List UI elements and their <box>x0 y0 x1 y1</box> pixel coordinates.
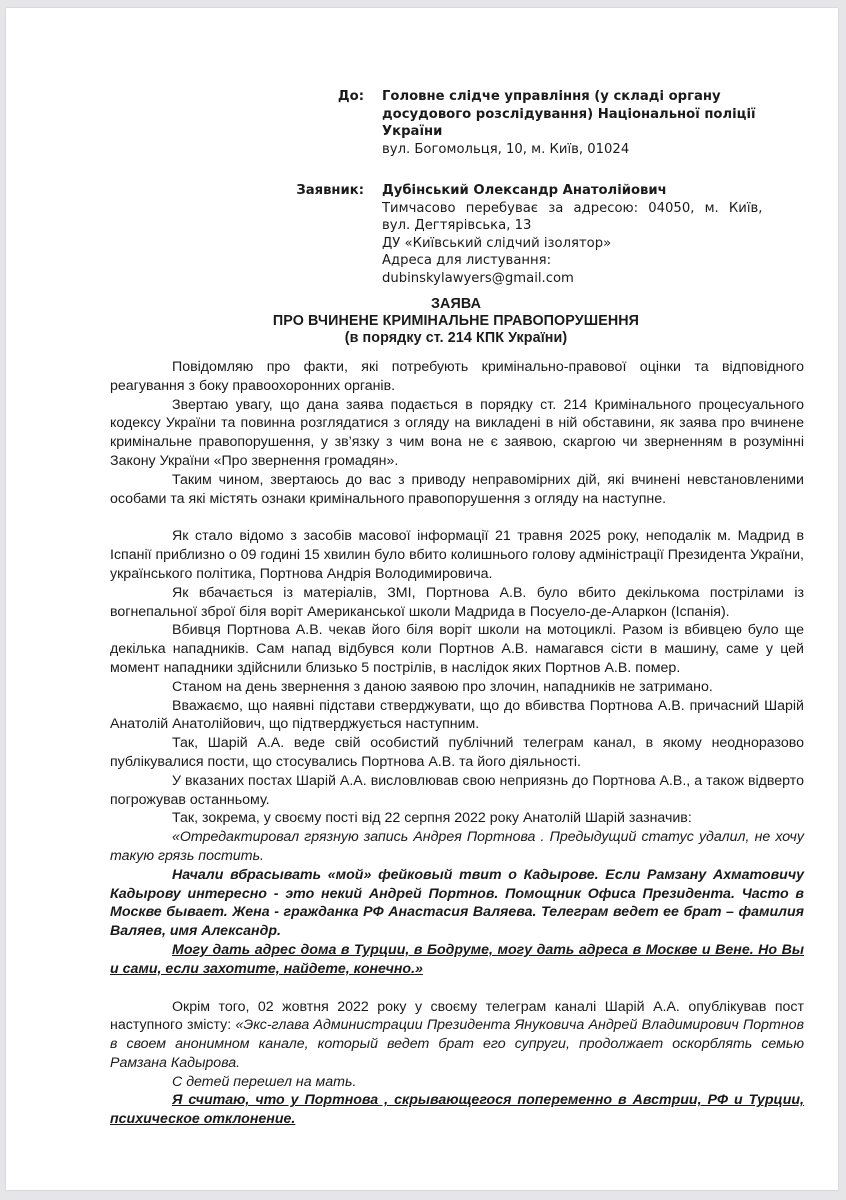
quote-paragraph: «Отредактировал грязную запись Андрея Портнова . Предыдущий статус удалил, не хочу такую грязь постить. <box>110 829 804 864</box>
paragraph: Вважаємо, що наявні підстави стверджувати, що до вбивства Портнова А.В. причасний Шарій Анатолій Анатолійович, що підтверджується наступним. <box>110 697 804 733</box>
title-line: ЗАЯВА <box>431 296 481 312</box>
quote-paragraph-underlined: Могу дать адрес дома в Турции, в Бодруме, могу дать адреса в Москве и Вене. Но Вы и сами, если захотите, найдете, конечно.» <box>110 941 804 977</box>
mailing-address-label: Адреса для листування: <box>382 253 552 268</box>
paragraph: Так, Шарій А.А. веде свій особистий публічний телеграм канал, в якому неодноразово публікувалися пости, що стосувались Портнова А.В. та його діяльності. <box>110 735 804 770</box>
paragraph: Повідомляю про факти, які потребують кримінально-правової оцінки та відповідного реагування з боку правоохоронних органів. <box>110 359 804 394</box>
paragraph-lead: Окрім того, 02 жовтня 2022 року у своєму телеграм каналі Шарій А.А. опублікував пост наступного змісту: <box>110 998 804 1034</box>
applicant-address-line: вул. Дегтярівська, 13 <box>382 218 532 233</box>
recipient-name-line: досудового розслідування) Національної поліції <box>382 106 756 122</box>
recipient-name-line: України <box>382 124 443 139</box>
paragraph: Вбивця Портнова А.В. чекав його біля воріт школи на мотоциклі. Разом із вбивцею було ще декілька нападників. Сам напад відбувся коли Портнов А.В. намагався сісти в машину, саме у цей момент нападники здійснили близько 5 пострілів, в наслідок яких Портнов А.В. помер. <box>110 622 804 676</box>
paragraph: Як вбачається із матеріалів, ЗМІ, Портнова А.В. було вбито декількома пострілами із вогнепальної зброї біля воріт Американської школи Мадрида в Посуело-де-Аларкон (Іспанія). <box>110 584 804 620</box>
recipient-details <box>382 88 812 158</box>
paragraph: У вказаних постах Шарій А.А. висловлював свою неприязнь до Портнова А.В., а також відверто погрожував останньому. <box>110 772 804 808</box>
title-line: ПРО ВЧИНЕНЕ КРИМІНАЛЬНЕ ПРАВОПОРУШЕННЯ <box>272 313 640 329</box>
paragraph: Звертаю увагу, що дана заява подається в порядку ст. 214 Кримінального процесуального кодексу України та повинна розглядатися з огляду на викладені в ній обставини, як заява про вчинене кримінальне правопорушення, у зв’язку з чим вона не є заявою, скаргою чи зверненням в розумінні Закону України «Про звернення громадян». <box>110 396 804 469</box>
paragraph: Таким чином, звертаюсь до вас з приводу неправомірних дій, які вчинені невстановленими особами та які містять ознаки кримінального правопорушення з огляду на наступне. <box>110 471 804 507</box>
applicant-email: dubinskylawyers@gmail.com <box>382 270 574 286</box>
paragraph: Як стало відомо з засобів масової інформації 21 травня 2025 року, неподалік м. Мадрид в Іспанії приблизно о 09 годині 15 хвилин було вбито колишнього голову адміністрації Президента України, українського політика, Портнова Андрія Володимировича. <box>110 528 804 582</box>
quote-paragraph-bold: Начали вбрасывать «мой» фейковый твит о Кадырове. Если Рамзану Ахматовичу Кадырову интересно - это некий Андрей Портнов. Помощник Офиса Президента. Часто в Москве бывает. Жена - гражданка РФ Анастасия Валяева. Телеграм ведет ее брат – фамилия Валяев, имя Александр. <box>110 866 804 940</box>
quote-paragraph-underlined: Я считаю, что у Портнова , скрывающегося попеременно в Австрии, РФ и Турции, психическое отклонение. <box>110 1092 804 1128</box>
applicant-details <box>382 182 812 287</box>
document-title <box>106 296 806 347</box>
recipient-label: До: <box>337 89 364 104</box>
paragraph: Так, зокрема, у своєму пості від 22 серпня 2022 року Анатолій Шарій зазначив: <box>172 810 692 827</box>
quote-text: «Экс-глава Администрации Президента Януковича Андрей Владимирович Портнов в своем анонимном канале, который ведет брат его супруги, продолжает оскорблять семью Рамзана Кадырова. <box>110 1017 804 1071</box>
paragraph: Станом на день звернення з даною заявою про злочин, нападників не затримано. <box>172 678 713 695</box>
recipient-address: вул. Богомольця, 10, м. Київ, 01024 <box>382 141 630 157</box>
paragraph <box>110 998 804 1073</box>
applicant-name: Дубінський Олександр Анатолійович <box>382 183 667 198</box>
title-line: (в порядку ст. 214 КПК України) <box>344 330 568 346</box>
document-page <box>6 8 838 1190</box>
applicant-label: Заявник: <box>296 183 364 198</box>
quote-paragraph: С детей перешел на мать. <box>172 1073 357 1090</box>
document-body <box>110 358 804 1129</box>
applicant-address-line: Тимчасово перебуває за адресою: 04050, м. Київ, <box>382 200 763 216</box>
applicant-detention-facility: ДУ «Київський слідчий ізолятор» <box>382 235 612 251</box>
recipient-name-line: Головне слідче управління (у складі органу <box>382 89 721 104</box>
